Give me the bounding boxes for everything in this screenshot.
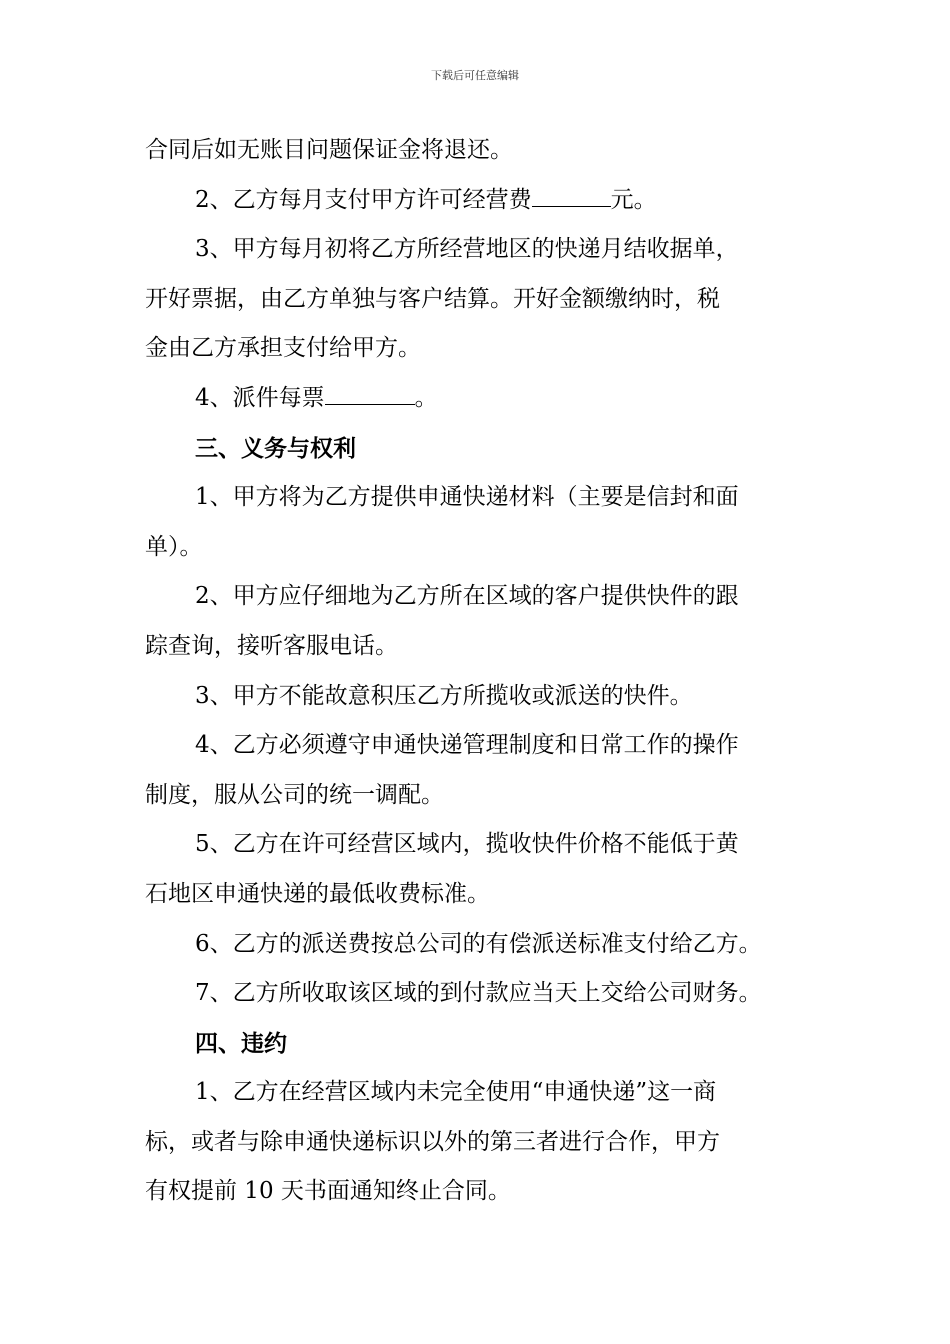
paragraph-line: 3、甲方每月初将乙方所经营地区的快递月结收据单， xyxy=(195,236,739,263)
paragraph-line: 金由乙方承担支付给甲方。 xyxy=(145,335,421,362)
paragraph-line: 单）。 xyxy=(145,533,203,560)
paragraph-line: 6、乙方的派送费按总公司的有偿派送标准支付给乙方。 xyxy=(195,930,762,957)
section-heading: 三、义务与权利 xyxy=(195,434,356,462)
paragraph-line: 1、乙方在经营区域内未完全使用“申通快递”这一商 xyxy=(195,1079,717,1106)
clause-text: 4、派件每票 xyxy=(195,384,325,411)
page-header: 下载后可任意编辑 xyxy=(431,69,519,82)
paragraph-line: 2、甲方应仔细地为乙方所在区域的客户提供快件的跟 xyxy=(195,583,739,610)
paragraph-line: 有权提前 10 天书面通知终止合同。 xyxy=(145,1178,511,1205)
clause-text: 2、乙方每月支付甲方许可经营费 xyxy=(195,186,532,213)
blank-field xyxy=(532,184,611,207)
paragraph-line: 开好票据，由乙方单独与客户结算。开好金额缴纳时，税 xyxy=(145,285,720,312)
section-heading: 四、违约 xyxy=(195,1029,287,1057)
clause-fee xyxy=(145,176,810,226)
paragraph-line: 1、甲方将为乙方提供申通快递材料（主要是信封和面 xyxy=(195,484,739,511)
paragraph-line: 4、乙方必须遵守申通快递管理制度和日常工作的操作 xyxy=(195,732,739,759)
clause-text: 元。 xyxy=(610,186,657,213)
paragraph-line: 5、乙方在许可经营区域内，揽收快件价格不能低于黄 xyxy=(195,831,739,858)
paragraph-line: 制度，服从公司的统一调配。 xyxy=(145,781,444,808)
paragraph-line: 石地区申通快递的最低收费标准。 xyxy=(145,880,490,907)
clause-delivery xyxy=(145,374,810,424)
paragraph-line: 合同后如无账目问题保证金将退还。 xyxy=(145,137,513,163)
paragraph-line: 标，或者与除申通快递标识以外的第三者进行合作，甲方 xyxy=(145,1128,720,1155)
document-body xyxy=(145,126,810,1217)
clause-text: 。 xyxy=(414,384,438,411)
paragraph-line: 3、甲方不能故意积压乙方所揽收或派送的快件。 xyxy=(195,682,693,709)
paragraph-line: 7、乙方所收取该区域的到付款应当天上交给公司财务。 xyxy=(195,980,762,1007)
blank-field xyxy=(325,382,415,405)
paragraph-line: 踪查询，接听客服电话。 xyxy=(145,632,398,659)
